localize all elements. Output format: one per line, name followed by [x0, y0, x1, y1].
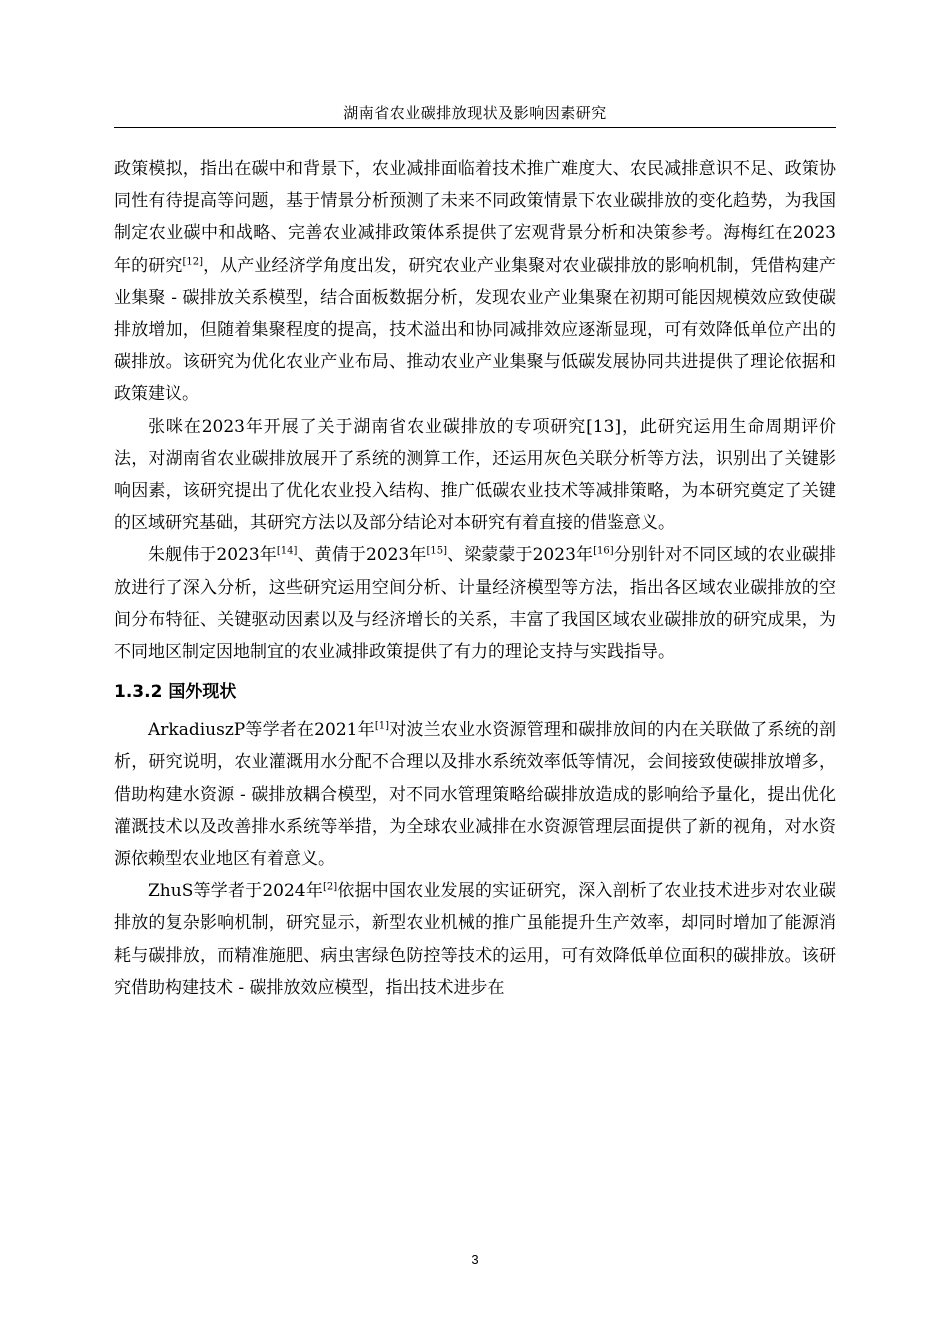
paragraph-policy-simulation [114, 153, 836, 411]
paragraph-text: 分别针对不同区域的农业碳排放进行了深入分析，这些研究运用空间分析、计量经济模型等方法，指出各区域农业碳排放的空间分布特征、关键驱动因素以及与经济增长的关系，丰富了我国区域农业碳排放的研究成果，为不同地区制定因地制宜的农业减排政策提供了有力的理论支持与实践指导。 [114, 545, 837, 663]
paragraph-text: 、黄倩于2023年 [297, 545, 427, 566]
document-body [114, 153, 836, 1004]
paragraph-text: ，从产业经济学角度出发，研究农业产业集聚对农业碳排放的影响机制，凭借构建产业集聚 - 碳排放关系模型，结合面板数据分析，发现农业产业集聚在初期可能因规模效应致使碳排放增加，但随着集聚程度的提高，技术溢出和协同减排效应逐渐显现，可有效降低单位产出的碳排放。该研究为优化农业产业布局、推动农业产业集聚与低碳发展协同共进提供了理论依据和政策建议。 [114, 255, 836, 405]
page-number: 3 [471, 1252, 479, 1267]
header-divider [114, 127, 836, 128]
section-heading: 1.3.2 国外现状 [114, 682, 237, 703]
paragraph-text: ZhuS等学者于2024年 [148, 881, 324, 902]
citation-ref: [2] [323, 881, 338, 893]
paragraph-text: 张咪在2023年开展了关于湖南省农业碳排放的专项研究[13]，此研究运用生命周期评价法，对湖南省农业碳排放展开了系统的测算工作，还运用灰色关联分析等方法，识别出了关键影响因素，该研究提出了优化农业投入结构、推广低碳农业技术等减排策略，为本研究奠定了关键的区域研究基础，其研究方法以及部分结论对本研究有着直接的借鉴意义。 [114, 416, 836, 534]
paragraph-zhang-mi [114, 411, 836, 540]
citation-ref: [1] [374, 720, 390, 732]
citation-ref: [14] [276, 545, 298, 557]
paragraph-text: 、梁蒙蒙于2023年 [446, 545, 594, 566]
paragraph-text: 政策模拟，指出在碳中和背景下，农业减排面临着技术推广难度大、农民减排意识不足、政策协同性有待提高等问题，基于情景分析预测了未来不同政策情景下农业碳排放的变化趋势，为我国制定农业碳中和战略、完善农业减排政策体系提供了宏观背景分析和决策参考。海梅红在2023年的研究 [114, 159, 836, 276]
running-header: 湖南省农业碳排放现状及影响因素研究 [343, 104, 607, 122]
paragraph-text: ArkadiuszP等学者在2021年 [148, 720, 375, 741]
citation-ref: [16] [593, 545, 614, 557]
citation-ref: [12] [182, 255, 203, 267]
citation-ref: [15] [426, 545, 447, 557]
paragraph-arkadiusz [114, 714, 836, 875]
paragraph-text: 对波兰农业水资源管理和碳排放间的内在关联做了系统的剖析，研究说明，农业灌溉用水分配不合理以及排水系统效率低等情况，会间接致使碳排放增多，借助构建水资源 - 碳排放耦合模型，对不同水管理策略给碳排放造成的影响给予量化，提出优化灌溉技术以及改善排水系统等举措，为全球农业减排在水资源管理层面提供了新的视角，对水资源依赖型农业地区有着意义。 [114, 720, 837, 870]
paragraph-regional-studies [114, 539, 836, 668]
paragraph-zhus [114, 875, 836, 1004]
paragraph-text: 依据中国农业发展的实证研究，深入剖析了农业技术进步对农业碳排放的复杂影响机制，研究显示，新型农业机械的推广虽能提升生产效率，却同时增加了能源消耗与碳排放，而精准施肥、病虫害绿色防控等技术的运用，可有效降低单位面积的碳排放。该研究借助构建技术 - 碳排放效应模型，指出技术进步在 [114, 881, 837, 998]
paragraph-text: 朱舰伟于2023年 [148, 545, 277, 566]
